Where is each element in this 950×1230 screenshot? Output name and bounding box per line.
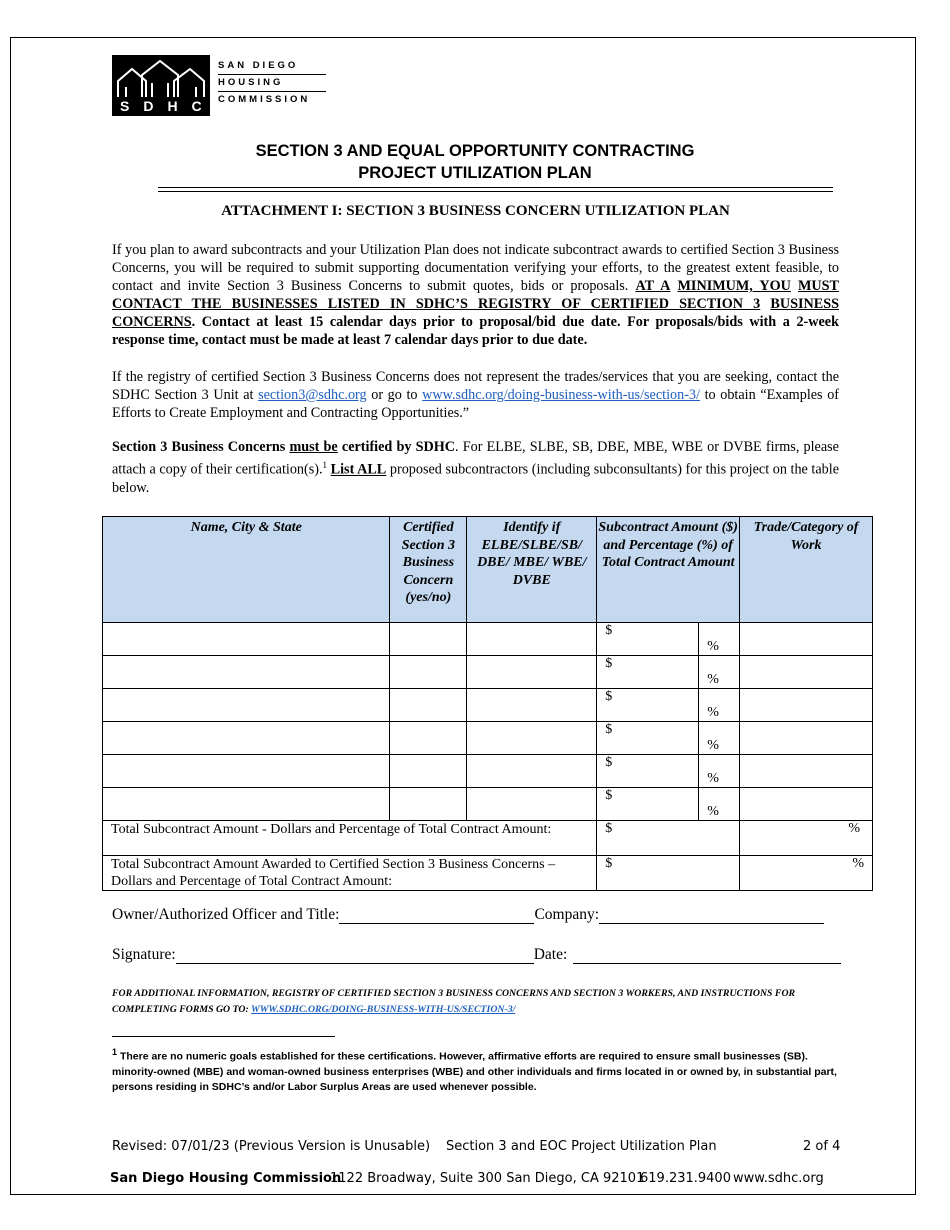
logo-word: HOUSING xyxy=(218,75,326,92)
subcontractor-table xyxy=(102,516,873,891)
total-section3-percent-cell[interactable] xyxy=(740,856,873,891)
table-row xyxy=(103,722,873,755)
certified-cell[interactable] xyxy=(390,689,467,722)
trade-cell[interactable] xyxy=(740,689,873,722)
sdhc-logo xyxy=(112,55,216,116)
para1-text: If you plan to award subcontracts and your Utilization Plan does not indicate subcontract awards to certified Section 3 Business Concerns, you will be required to submit supporting documentation verifying your efforts, to the greatest extent feasible, to contact and invite Section 3 Business Concerns to submit quotes, bids or proposals. xyxy=(112,242,839,294)
trade-cell[interactable] xyxy=(740,755,873,788)
name-cell[interactable] xyxy=(103,755,390,788)
amount-cell[interactable] xyxy=(597,722,740,755)
note-link[interactable]: WWW.SDHC.ORG/DOING-BUSINESS-WITH-US/SECTION-3/ xyxy=(251,1004,516,1015)
footer-page-number: 2 of 4 xyxy=(803,1139,841,1154)
certified-cell[interactable] xyxy=(390,755,467,788)
registry-paragraph xyxy=(112,368,839,422)
section3-url-link[interactable]: www.sdhc.org/doing-business-with-us/section-3/ xyxy=(422,387,700,403)
dollar-sign: $ xyxy=(605,623,613,638)
footer-org: San Diego Housing Commission xyxy=(110,1171,342,1186)
header-name: Name, City & State xyxy=(103,517,390,623)
header-trade: Trade/Category of Work xyxy=(740,517,873,623)
name-cell[interactable] xyxy=(103,656,390,689)
attachment-heading: ATTACHMENT I: SECTION 3 BUSINESS CONCERN UTILIZATION PLAN xyxy=(221,203,730,219)
owner-company-line xyxy=(112,906,852,924)
trade-cell[interactable] xyxy=(740,656,873,689)
total-section3-label: Total Subcontract Amount Awarded to Certified Section 3 Business Concerns – Dollars and Percentage of Total Contract Amount: xyxy=(103,856,597,891)
name-cell[interactable] xyxy=(103,623,390,656)
header-amount: Subcontract Amount ($) and Percentage (%) of Total Contract Amount xyxy=(597,517,740,623)
footnote-number: 1 xyxy=(112,1047,118,1057)
page-title xyxy=(140,140,810,184)
section3-email-link[interactable]: section3@sdhc.org xyxy=(258,387,367,403)
percent-sign: % xyxy=(707,771,719,786)
date-label: Date: xyxy=(533,946,568,963)
total-section3-row xyxy=(103,856,873,891)
table-row xyxy=(103,788,873,821)
identify-cell[interactable] xyxy=(467,623,597,656)
identify-cell[interactable] xyxy=(467,689,597,722)
dollar-sign: $ xyxy=(605,722,613,737)
percent-sign: % xyxy=(707,804,719,819)
table-row xyxy=(103,623,873,656)
logo-word: COMMISSION xyxy=(218,94,311,105)
signature-field[interactable] xyxy=(176,947,534,964)
note-text: FOR ADDITIONAL INFORMATION, REGISTRY OF CERTIFIED SECTION 3 BUSINESS CONCERNS AND SECTION 3 WORKERS, AND INSTRUCTIONS FOR COMPLETING FORMS GO TO: xyxy=(112,988,796,1015)
para1-business-concerns: BUSINESS CONCERNS xyxy=(112,296,840,330)
title-divider xyxy=(158,187,833,192)
para1-must-contact: MUST CONTACT THE BUSINESSES LISTED IN SDHC’S REGISTRY OF CERTIFIED SECTION 3 xyxy=(112,278,839,312)
total-row xyxy=(103,821,873,856)
trade-cell[interactable] xyxy=(740,623,873,656)
amount-cell[interactable] xyxy=(597,689,740,722)
trade-cell[interactable] xyxy=(740,722,873,755)
total-label: Total Subcontract Amount - Dollars and Percentage of Total Contract Amount: xyxy=(103,821,597,856)
footer-doc-title: Section 3 and EOC Project Utilization Plan xyxy=(446,1139,717,1154)
para2-text-c: to obtain “Examples of Efforts to Create Employment and Contracting Opportunities.” xyxy=(112,387,840,421)
table-row xyxy=(103,656,873,689)
owner-label: Owner/Authorized Officer and Title: xyxy=(112,906,340,923)
percent-sign: % xyxy=(707,705,719,720)
dollar-sign: $ xyxy=(605,788,613,803)
header-identify: Identify if ELBE/SLBE/SB/ DBE/ MBE/ WBE/ DVBE xyxy=(467,517,597,623)
footer-website: www.sdhc.org xyxy=(733,1171,824,1186)
identify-cell[interactable] xyxy=(467,722,597,755)
total-percent-cell[interactable] xyxy=(740,821,873,856)
para3-list-all: List ALL xyxy=(330,461,387,478)
title-line-1: SECTION 3 AND EQUAL OPPORTUNITY CONTRACTING xyxy=(255,142,695,160)
dollar-sign: $ xyxy=(605,755,613,770)
para3-bold-b: certified by SDHC xyxy=(341,439,456,455)
logo-word: SAN DIEGO xyxy=(218,58,326,75)
trade-cell[interactable] xyxy=(740,788,873,821)
amount-cell[interactable] xyxy=(597,656,740,689)
para1-minimum: MINIMUM, YOU xyxy=(677,278,791,294)
footer-address: 1122 Broadway, Suite 300 San Diego, CA 92101 xyxy=(330,1171,645,1186)
certified-cell[interactable] xyxy=(390,656,467,689)
signature-label: Signature: xyxy=(112,946,176,963)
logo-letters: SDHC xyxy=(120,98,216,114)
certified-cell[interactable] xyxy=(390,722,467,755)
instructions-paragraph xyxy=(112,241,839,349)
para2-text-a: If the registry of certified Section 3 Business Concerns does not represent the trades/services that you are seeking, contact the SDHC Section 3 Unit at xyxy=(112,369,839,403)
dollar-sign: $ xyxy=(605,689,613,704)
para3-text-a: . For ELBE, SLBE, SB, DBE, MBE, WBE or DVBE firms, please attach a copy of their certification(s). xyxy=(112,439,839,478)
table-row xyxy=(103,689,873,722)
percent-sign: % xyxy=(707,639,719,654)
para3-text-b: proposed subcontractors (including subconsultants) for this project on the table below. xyxy=(112,461,840,496)
amount-cell[interactable] xyxy=(597,788,740,821)
company-label: Company: xyxy=(534,906,600,923)
total-amount-cell[interactable] xyxy=(597,821,740,856)
certified-cell[interactable] xyxy=(390,788,467,821)
footnote-text: There are no numeric goals established for these certifications. However, affirmative efforts are required to ensure small businesses (SB). minority-owned (MBE) and woman-owned business enterprises (WBE) and other individuals and firms located in or owned by, in substantial part, persons residing in SDHC’s and/or Labor Surplus Areas are used whenever possible. xyxy=(112,1050,837,1093)
amount-cell[interactable] xyxy=(597,755,740,788)
para3-must-be: must be xyxy=(289,439,338,455)
date-field[interactable] xyxy=(573,947,841,964)
certification-paragraph xyxy=(112,438,839,497)
dollar-sign: $ xyxy=(605,821,613,836)
total-section3-amount-cell[interactable] xyxy=(597,856,740,891)
para1-bold-tail: . Contact at least 15 calendar days prior to proposal/bid due date. For proposals/bids with a 2-week response time, contact must be made at least 7 calendar days prior to due date. xyxy=(112,314,839,348)
identify-cell[interactable] xyxy=(467,656,597,689)
table-row xyxy=(103,755,873,788)
title-line-2: PROJECT UTILIZATION PLAN xyxy=(358,164,592,182)
name-cell[interactable] xyxy=(103,689,390,722)
percent-sign: % xyxy=(848,821,860,836)
footnote xyxy=(112,1045,837,1095)
table-header-row xyxy=(103,517,873,623)
header-certified: Certified Section 3 Business Concern (yes/no) xyxy=(390,517,467,623)
houses-icon xyxy=(112,57,210,101)
dollar-sign: $ xyxy=(605,656,613,671)
percent-sign: % xyxy=(707,738,719,753)
dollar-sign: $ xyxy=(605,856,613,871)
company-field[interactable] xyxy=(599,907,824,924)
footer-revised: Revised: 07/01/23 (Previous Version is Unusable) xyxy=(112,1139,431,1154)
certified-cell[interactable] xyxy=(390,623,467,656)
footnote-ref: 1 xyxy=(322,460,328,470)
logo-wordmark xyxy=(218,58,326,108)
owner-field[interactable] xyxy=(339,907,534,924)
name-cell[interactable] xyxy=(103,788,390,821)
para2-text-b: or go to xyxy=(371,387,418,403)
para1-at-a: AT A xyxy=(635,278,671,294)
additional-info-note xyxy=(112,986,852,1018)
percent-sign: % xyxy=(707,672,719,687)
identify-cell[interactable] xyxy=(467,755,597,788)
percent-sign: % xyxy=(852,856,864,871)
para3-bold-a: Section 3 Business Concerns xyxy=(112,439,286,455)
signature-date-line xyxy=(112,946,852,964)
footer-phone: 619.231.9400 xyxy=(640,1171,731,1186)
amount-cell[interactable] xyxy=(597,623,740,656)
identify-cell[interactable] xyxy=(467,788,597,821)
footnote-rule xyxy=(112,1036,335,1037)
name-cell[interactable] xyxy=(103,722,390,755)
